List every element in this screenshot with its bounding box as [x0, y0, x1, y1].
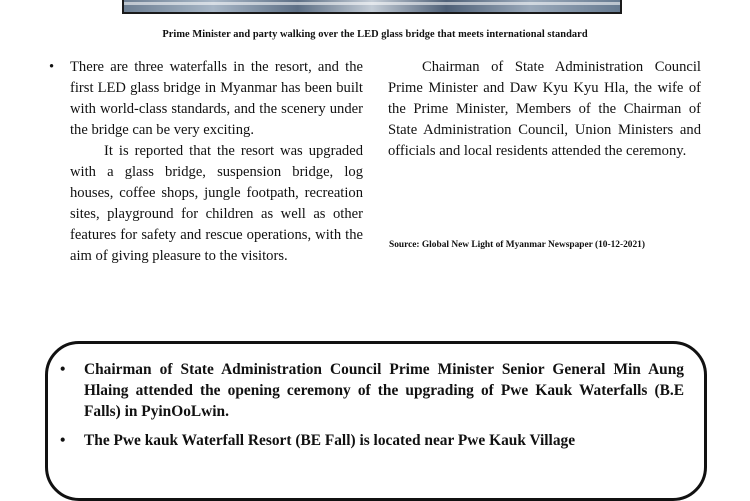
- source-citation: Source: Global New Light of Myanmar Newspaper (10-12-2021): [389, 240, 645, 250]
- summary-item-text: Chairman of State Administration Council Prime Minister Senior General Min Aung Hlaing attended the opening ceremony of the upgrading of Pwe Kauk Waterfalls (B.E Falls) in PyinOoLwin.: [84, 361, 684, 420]
- bullet-icon: •: [60, 361, 66, 378]
- summary-list: [60, 359, 684, 459]
- summary-item-text: The Pwe kauk Waterfall Resort (BE Fall) is located near Pwe Kauk Village: [84, 432, 576, 449]
- bullet-icon: •: [49, 59, 55, 75]
- right-column: [388, 57, 701, 162]
- photo-caption: Prime Minister and party walking over the LED glass bridge that meets international standard: [162, 29, 588, 40]
- left-bullet-text: There are three waterfalls in the resort, and the first LED glass bridge in Myanmar has been built with world-class standards, and the scenery under the bridge can be very exciting.: [70, 59, 363, 138]
- left-paragraph: It is reported that the resort was upgraded with a glass bridge, suspension bridge, log houses, coffee shops, jungle footpath, recreation sites, playground for children as well as other features for safety and rescue operations, with the aim of giving pleasure to the visitors.: [70, 143, 363, 264]
- right-paragraph: Chairman of State Administration Council Prime Minister and Daw Kyu Kyu Hla, the wife of the Prime Minister, Members of the Chairman of State Administration Council, Union Ministers and officials and local residents attended the ceremony.: [388, 59, 701, 159]
- summary-item: [60, 359, 684, 422]
- bridge-photo: [122, 0, 622, 14]
- bridge-railing: [124, 2, 620, 5]
- left-bullet-item: [49, 57, 363, 141]
- summary-item: [60, 430, 684, 451]
- bullet-icon: •: [60, 432, 66, 449]
- left-column: [49, 57, 363, 267]
